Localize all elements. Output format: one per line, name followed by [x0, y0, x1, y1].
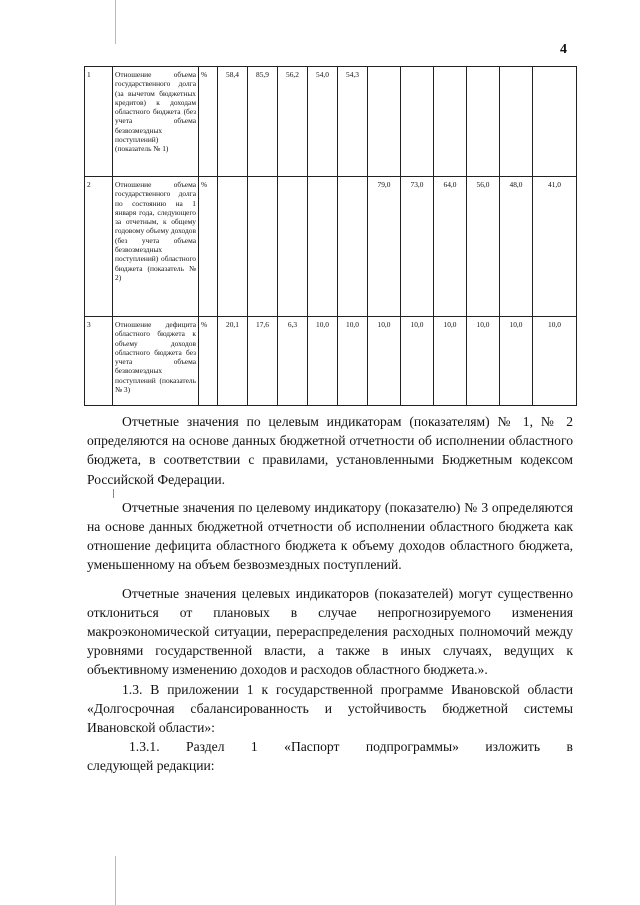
- paragraph-reporting-3: Отчетные значения по целевому индикатору (показателю) № 3 определяются на основе данных бюджетной отчетности об исполнении областного бюджета как отношение дефицита областного бюджета к объему доходов областного бюджета, уменьшенному на объем безвозмездных поступлений.: [87, 499, 573, 573]
- paragraph-reporting-1-2: Отчетные значения по целевым индикаторам (показателям) № 1, № 2 определяются на основе данных бюджетной отчетности об исполнении областного бюджета, в соответствии с правилами, установленными Бюджетным кодексом Российской Федерации.: [87, 414, 573, 487]
- value-cell: 41,0: [533, 177, 577, 317]
- indicator-table: [84, 66, 577, 406]
- paragraph-first-line: [87, 737, 573, 756]
- clause-number: 1.3.1.: [129, 739, 160, 755]
- value-cell: [533, 67, 577, 177]
- unit-cell: %: [199, 177, 218, 317]
- value-cell: [278, 177, 308, 317]
- value-cell: 10,0: [500, 317, 533, 406]
- row-number: 3: [85, 317, 113, 406]
- paragraph-second-line: следующей редакции:: [87, 758, 215, 774]
- word: подпрограммы»: [365, 739, 459, 755]
- value-cell: 10,0: [533, 317, 577, 406]
- value-cell: 10,0: [338, 317, 368, 406]
- value-cell: [338, 177, 368, 317]
- value-cell: 17,6: [248, 317, 278, 406]
- value-cell: 54,3: [338, 67, 368, 177]
- table-row: [85, 67, 577, 177]
- value-cell: 10,0: [401, 317, 434, 406]
- indicator-name: Отношение дефицита областного бюджета к объему доходов областного бюджета без учета объема безвозмездных поступлений (показатель № 3): [113, 317, 199, 406]
- value-cell: 79,0: [368, 177, 401, 317]
- page-number: 4: [560, 42, 567, 57]
- value-cell: 56,0: [467, 177, 500, 317]
- paragraph-amendment-1-3-1: [87, 737, 573, 775]
- unit-cell: %: [199, 317, 218, 406]
- paragraph-deviation: Отчетные значения целевых индикаторов (показателей) могут существенно отклониться от плановых в случае непрогнозируемого изменения макроэкономической ситуации, перераспределения расходных полномочий между уровнями государственной власти, а также в иных случаях, ведущих к объективному изменению доходов и расходов областного бюджета.».: [87, 585, 573, 678]
- word: Раздел: [186, 739, 225, 755]
- value-cell: 10,0: [368, 317, 401, 406]
- row-number: 2: [85, 177, 113, 317]
- indicator-name: Отношение объема государственного долга (за вычетом бюджетных кредитов) к доходам областного бюджета (без учета объема безвозмездных поступлений) (показатель № 1): [113, 67, 199, 177]
- value-cell: [308, 177, 338, 317]
- value-cell: 48,0: [500, 177, 533, 317]
- value-cell: [218, 177, 248, 317]
- value-cell: [434, 67, 467, 177]
- scan-artifact-line: [115, 856, 116, 905]
- paragraph-amendment-1-3: 1.3. В приложении 1 к государственной программе Ивановской области «Долгосрочная сбалансированность и устойчивость бюджетной системы Ивановской области»:: [87, 681, 573, 736]
- value-cell: 58,4: [218, 67, 248, 177]
- value-cell: 10,0: [434, 317, 467, 406]
- value-cell: 6,3: [278, 317, 308, 406]
- value-cell: 56,2: [278, 67, 308, 177]
- value-cell: [467, 67, 500, 177]
- value-cell: [248, 177, 278, 317]
- value-cell: 64,0: [434, 177, 467, 317]
- value-cell: [401, 67, 434, 177]
- indicator-name: Отношение объема государственного долга по состоянию на 1 января года, следующего за отчетным, к общему годовому объему доходов (без учета объема безвозмездных поступлений) областного бюджета (показатель № 2): [113, 177, 199, 317]
- table-row: [85, 317, 577, 406]
- word: 1: [250, 739, 258, 755]
- value-cell: 20,1: [218, 317, 248, 406]
- value-cell: 10,0: [467, 317, 500, 406]
- word: в: [566, 739, 573, 755]
- word: «Паспорт: [284, 739, 340, 755]
- row-number: 1: [85, 67, 113, 177]
- body-text: [87, 412, 573, 776]
- unit-cell: %: [199, 67, 218, 177]
- value-cell: 54,0: [308, 67, 338, 177]
- value-cell: 85,9: [248, 67, 278, 177]
- value-cell: [368, 67, 401, 177]
- word: изложить: [485, 739, 541, 755]
- scan-artifact-line: [115, 0, 116, 44]
- value-cell: [500, 67, 533, 177]
- value-cell: 73,0: [401, 177, 434, 317]
- table-row: [85, 177, 577, 317]
- value-cell: 10,0: [308, 317, 338, 406]
